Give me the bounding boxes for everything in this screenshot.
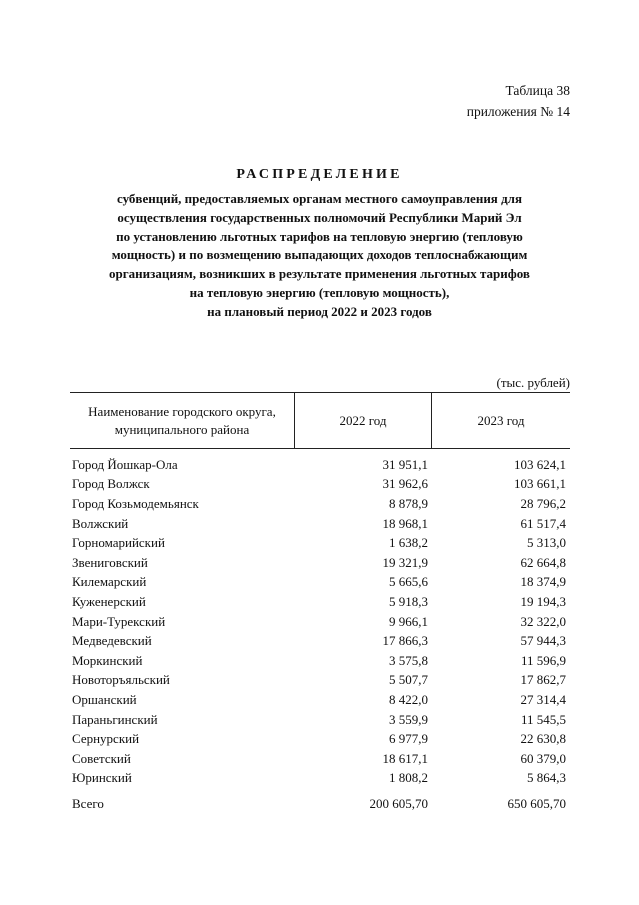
subtitle-line: на тепловую энергию (тепловую мощность),: [189, 284, 450, 300]
row-2023: 22 630,8: [520, 731, 566, 747]
table-row: [70, 769, 570, 789]
table-row: [70, 553, 570, 573]
header-2023: 2023 год: [477, 412, 525, 428]
row-2022: 9 966,1: [389, 613, 428, 629]
row-2023: 61 517,4: [520, 515, 566, 531]
row-name: Город Волжск: [72, 476, 150, 492]
table-row: [70, 710, 570, 730]
row-2023: 32 322,0: [520, 613, 566, 629]
row-2023: 17 862,7: [520, 672, 566, 688]
table-row: [70, 533, 570, 553]
row-name: Сернурский: [72, 731, 140, 747]
row-2023: 11 545,5: [520, 711, 566, 727]
table-row: [70, 651, 570, 671]
row-2023: 18 374,9: [520, 574, 566, 590]
table-row: [70, 631, 570, 651]
table-row: [70, 749, 570, 769]
appendix-number: приложения № 14: [466, 104, 570, 119]
total-2022: 200 605,70: [369, 795, 428, 811]
row-2023: 5 864,3: [527, 770, 566, 786]
row-2022: 5 918,3: [389, 593, 428, 609]
row-name: Волжский: [72, 515, 129, 531]
table-row: [70, 455, 570, 475]
row-2022: 18 617,1: [382, 750, 428, 766]
row-name: Звениговский: [72, 554, 148, 570]
table-row: [70, 475, 570, 495]
row-2022: 1 808,2: [389, 770, 428, 786]
row-2022: 31 951,1: [382, 456, 428, 472]
document-subtitle: [60, 190, 579, 322]
row-name: Килемарский: [72, 574, 147, 590]
table-reference: [467, 80, 570, 122]
row-2022: 18 968,1: [382, 515, 428, 531]
row-2022: 3 575,8: [389, 652, 428, 668]
row-2022: 5 507,7: [389, 672, 428, 688]
subtitle-line: субвенций, предоставляемых органам местного самоуправления для: [117, 191, 522, 206]
row-name: Город Козьмодемьянск: [72, 495, 199, 511]
row-2022: 8 422,0: [389, 691, 428, 707]
header-2022: 2022 год: [295, 393, 432, 448]
row-name: Параньгинский: [72, 711, 158, 727]
row-name: Новоторъяльский: [72, 672, 170, 688]
table-row: [70, 573, 570, 593]
row-2023: 62 664,8: [520, 554, 566, 570]
document-title: РАСПРЕДЕЛЕНИЕ: [236, 167, 403, 182]
table-total-row: [70, 794, 570, 814]
subtitle-line: мощность) и по возмещению выпадающих доходов теплоснабжающим: [111, 247, 528, 263]
row-2022: 3 559,9: [389, 711, 428, 727]
table-header: [70, 392, 570, 449]
row-name: Юринский: [72, 770, 132, 786]
row-2022: 31 962,6: [382, 476, 428, 492]
row-2023: 5 313,0: [527, 535, 566, 551]
header-name: Наименование городского округа, муниципального района: [70, 393, 295, 448]
row-2023: 11 596,9: [520, 652, 566, 668]
table-row: [70, 612, 570, 632]
row-name: Мари-Турекский: [72, 613, 166, 629]
table-row: [70, 592, 570, 612]
row-2023: 19 194,3: [520, 593, 566, 609]
total-2023: 650 605,70: [507, 795, 566, 811]
subtitle-line: осуществления государственных полномочий Республики Марий Эл: [117, 209, 522, 225]
row-2023: 27 314,4: [520, 691, 566, 707]
row-name: Моркинский: [72, 652, 143, 668]
total-label: Всего: [72, 795, 104, 811]
row-2022: 1 638,2: [389, 535, 428, 551]
row-name: Город Йошкар-Ола: [72, 456, 178, 472]
table-row: [70, 729, 570, 749]
row-2023: 28 796,2: [520, 495, 566, 511]
row-name: Горномарийский: [72, 535, 165, 551]
row-2023: 103 624,1: [514, 456, 566, 472]
units-label: (тыс. рублей): [496, 375, 570, 390]
row-name: Куженерский: [72, 593, 146, 609]
row-name: Оршанский: [72, 691, 137, 707]
row-2023: 60 379,0: [520, 750, 566, 766]
row-2023: 57 944,3: [520, 633, 566, 649]
row-2023: 103 661,1: [514, 476, 566, 492]
table-body: [70, 455, 570, 788]
table-row: [70, 514, 570, 534]
row-name: Медведевский: [72, 633, 152, 649]
row-name: Советский: [72, 750, 131, 766]
subtitle-line: на плановый период 2022 и 2023 годов: [207, 303, 432, 319]
row-2022: 17 866,3: [382, 633, 428, 649]
row-2022: 5 665,6: [389, 574, 428, 590]
row-2022: 19 321,9: [382, 554, 428, 570]
table-row: [70, 690, 570, 710]
subtitle-line: организациям, возникших в результате применения льготных тарифов: [109, 266, 530, 282]
table-number: Таблица 38: [505, 83, 570, 98]
row-2022: 6 977,9: [389, 731, 428, 747]
subtitle-line: по установлению льготных тарифов на тепловую энергию (тепловую: [116, 228, 523, 244]
row-2022: 8 878,9: [389, 495, 428, 511]
table-row: [70, 671, 570, 691]
table-row: [70, 494, 570, 514]
subsidy-table: [70, 392, 570, 814]
